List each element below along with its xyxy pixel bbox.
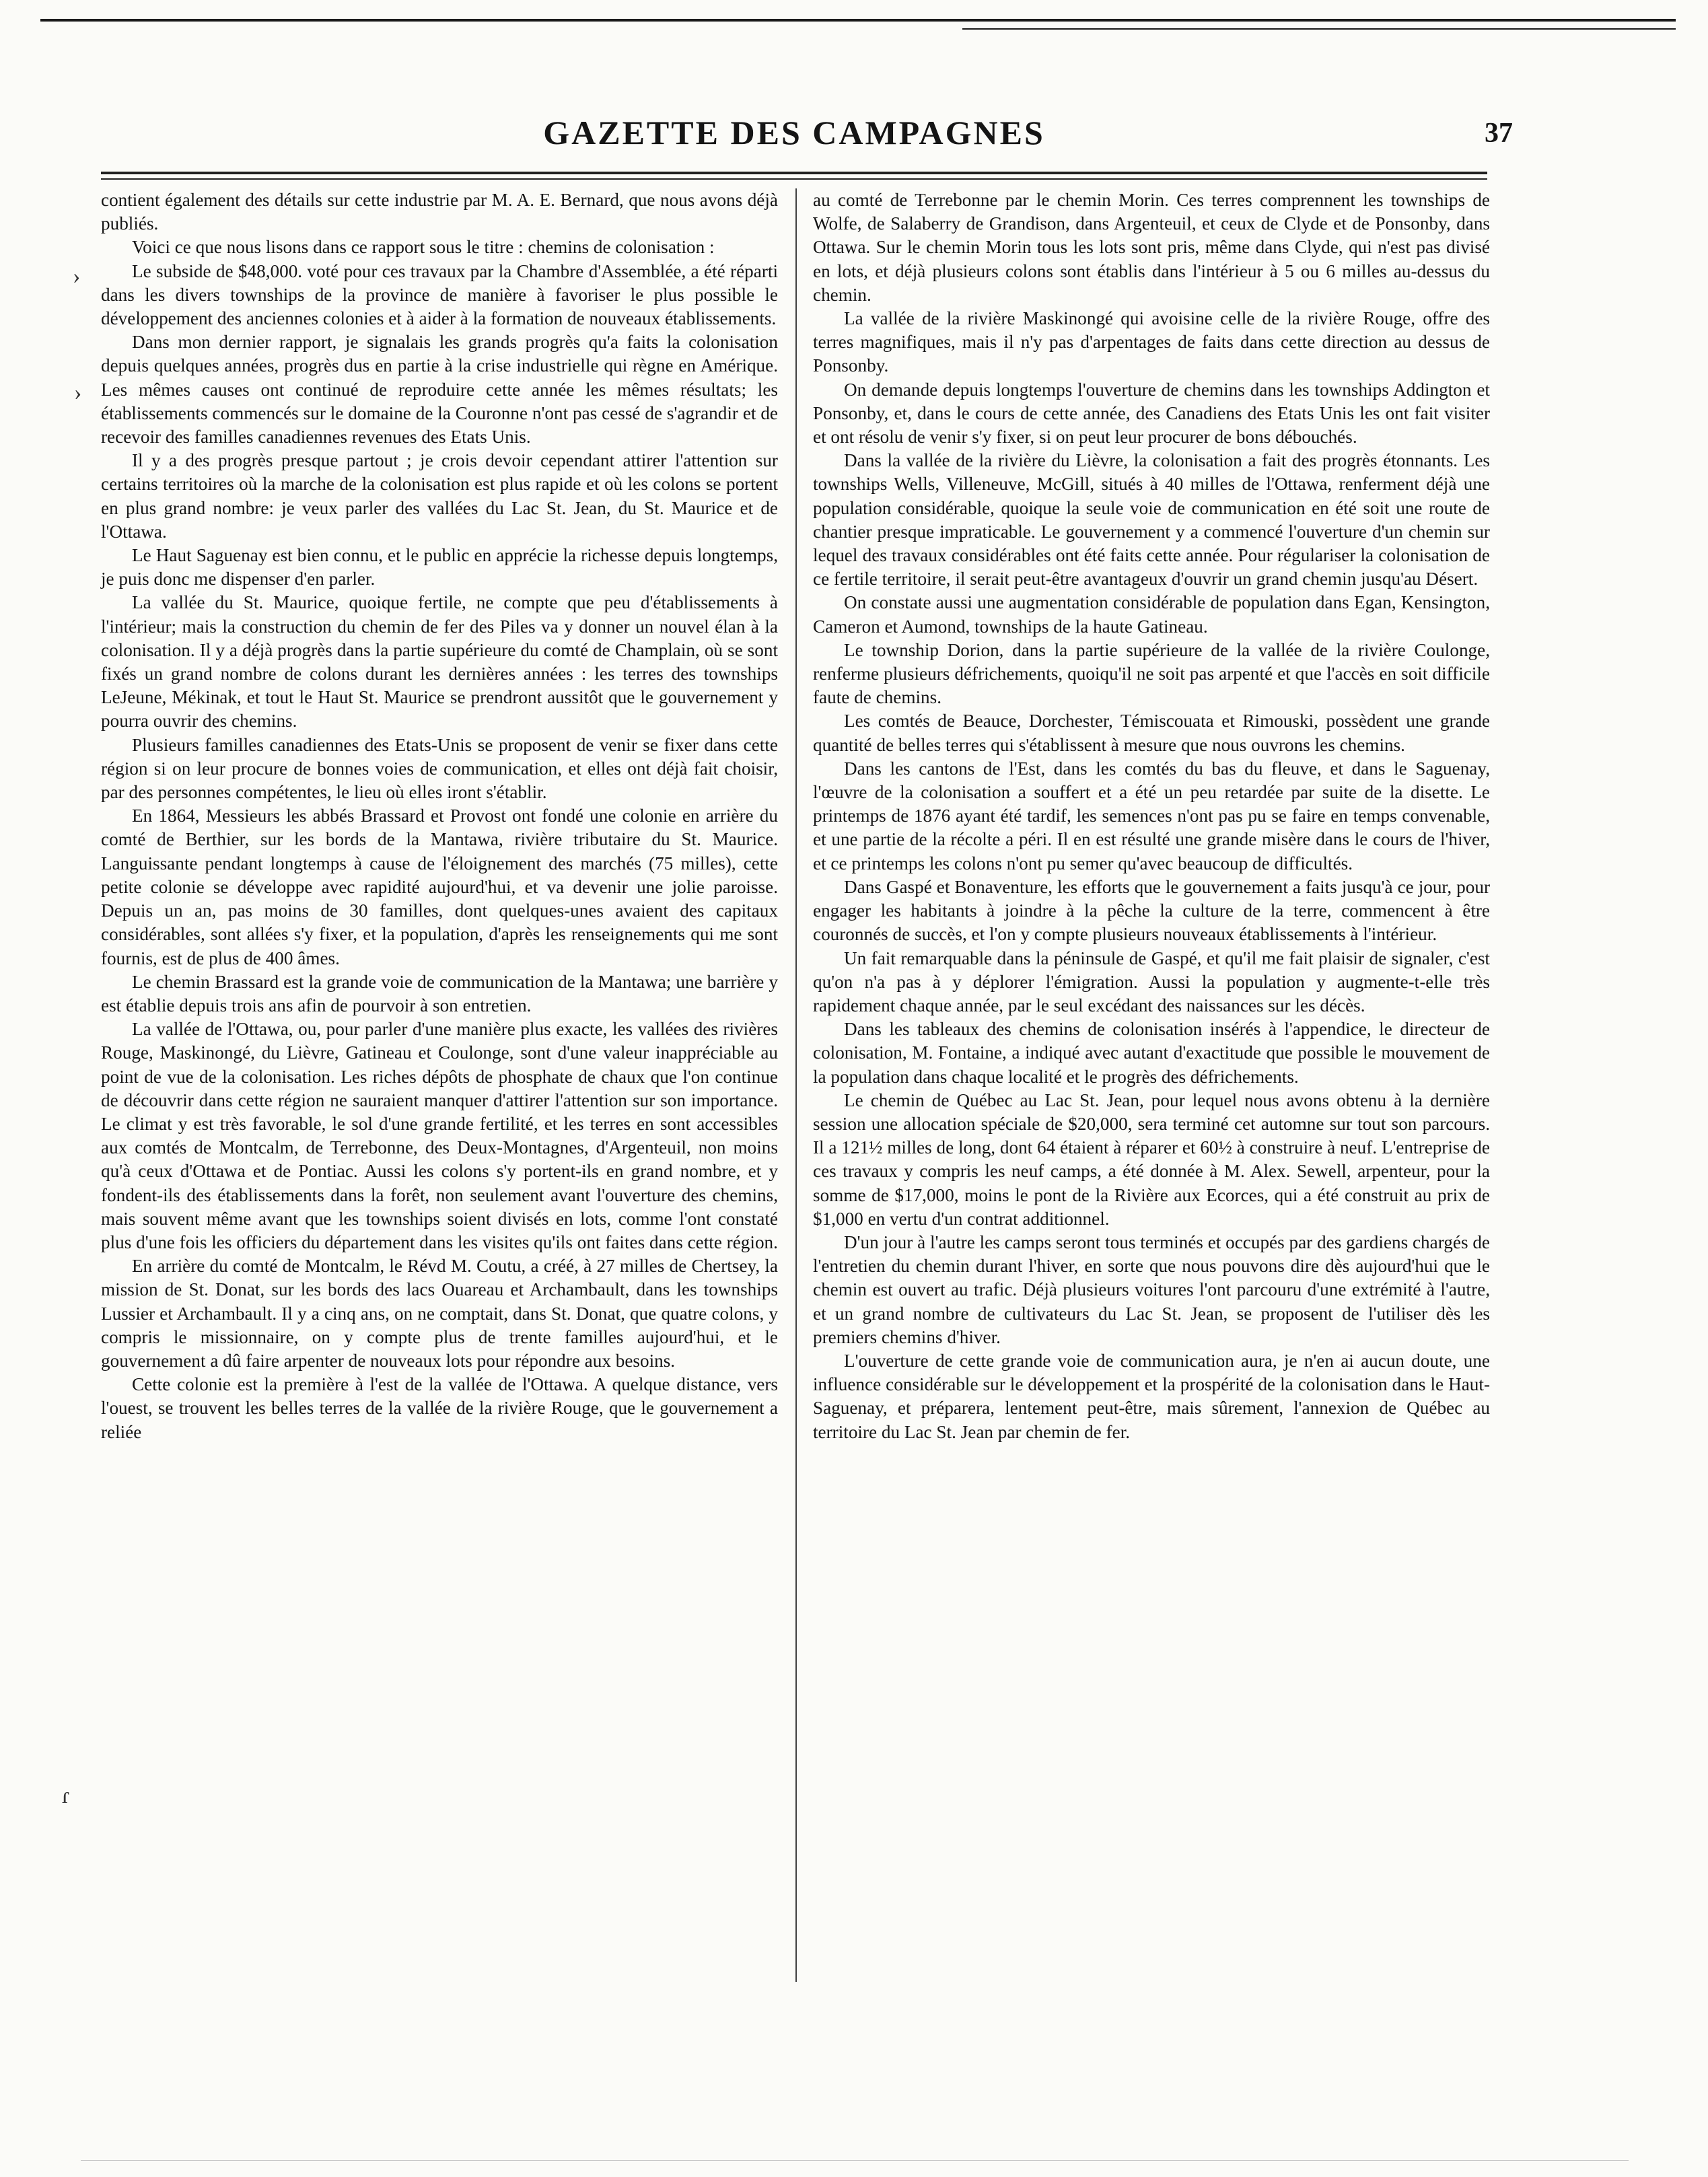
paragraph: Dans les cantons de l'Est, dans les comtés du bas du fleuve, et dans le Saguenay, l'œuvre de la colonisation a souffert et a été un peu retardée par suite de la disette. Le printemps de 1876 ayant été tardif, les semences n'ont pas pu se faire en temps convenable, et une partie de la récolte a péri. Il en est résulté une grande misère dans le cours de l'hiver, et ce printemps les colons n'ont pu semer qu'avec beaucoup de difficultés. bbox=[813, 758, 1490, 873]
paragraph: Cette colonie est la première à l'est de la vallée de l'Ottawa. A quelque distance, vers l'ouest, se trouvent les belles terres de la vallée de la rivière Rouge, que le gouvernement a reliée bbox=[101, 1374, 778, 1442]
paragraph: Dans les tableaux des chemins de colonisation insérés à l'appendice, le directeur de colonisation, M. Fontaine, a indiqué avec autant d'exactitude que possible le mouvement de la population dans chaque localité et le progrès des défrichements. bbox=[813, 1019, 1490, 1087]
paragraph: D'un jour à l'autre les camps seront tous terminés et occupés par des gardiens chargés de l'entretien du chemin durant l'hiver, en sorte que nous pouvons dire dès aujourd'hui que le chemin est ouvert au trafic. Déjà plusieurs voitures l'ont parcouru d'une extrémité à l'autre, et un grand nombre de cultivateurs du Lac St. Jean, se proposent de l'utiliser dès les premiers chemins d'hiver. bbox=[813, 1232, 1490, 1347]
margin-mark: › bbox=[73, 264, 81, 289]
paragraph: Le Haut Saguenay est bien connu, et le public en apprécie la richesse depuis longtemps, je puis donc me dispenser d'en parler. bbox=[101, 545, 778, 590]
header-rule-thin bbox=[101, 178, 1487, 180]
bottom-rule bbox=[81, 2160, 1629, 2161]
paragraph: Les comtés de Beauce, Dorchester, Témiscouata et Rimouski, possèdent une grande quantité de belles terres qui s'établissent à mesure que nous ouvrons les chemins. bbox=[813, 711, 1490, 755]
right-column bbox=[813, 188, 1490, 1444]
paragraph: Plusieurs familles canadiennes des Etats-Unis se proposent de venir se fixer dans cette région si on leur procure de bonnes voies de communication, et elles ont déjà fait choisir, par des personnes compétentes, le lieu où elles iront s'établir. bbox=[101, 734, 778, 803]
paragraph: Dans Gaspé et Bonaventure, les efforts que le gouvernement a faits jusqu'à ce jour, pour engager les habitants à joindre à la pêche la culture de la terre, commencent à être couronnés de succès, et l'on y compte plusieurs nouveaux établissements à l'intérieur. bbox=[813, 876, 1490, 945]
paragraph: La vallée de la rivière Maskinongé qui avoisine celle de la rivière Rouge, offre des terres magnifiques, mais il n'y pas d'arpentages de faits dans cette direction au dessus de Ponsonby. bbox=[813, 308, 1490, 376]
paragraph: Un fait remarquable dans la péninsule de Gaspé, et qu'il me fait plaisir de signaler, c'est qu'on n'a pas à y déplorer l'émigration. Aussi la population y augmente-t-elle très rapidement chaque année, par le seul excédant des naissances sur les décès. bbox=[813, 948, 1490, 1015]
running-title: GAZETTE DES CAMPAGNES bbox=[543, 114, 1045, 151]
paragraph: L'ouverture de cette grande voie de communication aura, je n'en ai aucun doute, une influence considérable sur le développement et la prospérité de la colonisation dans le Haut-Saguenay, et préparera, lentement peut-être, mais sûrement, l'annexion de Québec au territoire du Lac St. Jean par chemin de fer. bbox=[813, 1350, 1490, 1442]
paragraph: Le chemin de Québec au Lac St. Jean, pour lequel nous avons obtenu à la dernière session une allocation spéciale de $20,000, sera terminé cet automne sur tout son parcours. Il a 121½ milles de long, dont 64 étaient à réparer et 60½ à construire à neuf. L'entreprise de ces travaux y compris les neuf camps, a été donnée à M. Alex. Sewell, arpenteur, pour la somme de $17,000, moins le pont de la Rivière aux Ecorces, qui a été construit au prix de $1,000 en vertu d'un contrat additionnel. bbox=[813, 1090, 1490, 1229]
paragraph: Voici ce que nous lisons dans ce rapport sous le titre : chemins de colonisation : bbox=[132, 237, 715, 258]
paragraph: La vallée de l'Ottawa, ou, pour parler d'une manière plus exacte, les vallées des rivières Rouge, Maskinongé, du Lièvre, Gatineau et Coulonge, sont d'une valeur inappréciable au point de vue de la colonisation. Les riches dépôts de phosphate de chaux que l'on continue de découvrir dans cette région ne sauraient manquer d'attirer l'attention sur son importance. Le climat y est très favorable, le sol d'une grande fertilité, et les terres en sont accessibles aux comtés de Montcalm, de Terrebonne, des Deux-Montagnes, d'Argenteuil, non moins qu'à ceux d'Ottawa et de Pontiac. Aussi les colons s'y portent-ils en grand nombre, et y fondent-ils des établissements dans la forêt, non seulement avant l'ouverture des chemins, mais souvent même avant que les townships soient divisés en lots, comme l'ont constaté plus d'une fois les officiers du département dans les visites qu'ils ont faites dans cette région. bbox=[101, 1019, 778, 1252]
paragraph: En arrière du comté de Montcalm, le Révd M. Coutu, a créé, à 27 milles de Chertsey, la mission de St. Donat, sur les bords des lacs Ouareau et Archambault, dans les townships Lussier et Archambault. Il y a cinq ans, on ne comptait, dans St. Donat, que quatre colons, y compris le missionnaire, on y compte plus de trente familles aujourd'hui, et le gouvernement a dû faire arpenter de nouveaux lots pour répondre aux besoins. bbox=[101, 1256, 778, 1371]
paragraph: au comté de Terrebonne par le chemin Morin. Ces terres comprennent les townships de Wolfe, de Salaberry de Grandison, dans Argenteuil, et ceux de Clyde et de Ponsonby, dans Ottawa. Sur le chemin Morin tous les lots sont pris, même dans Clyde, qui n'est pas divisé en lots, et déjà plusieurs colons sont établis dans l'intérieur à 5 ou 6 milles au-dessus du chemin. bbox=[813, 190, 1490, 305]
paragraph: Dans mon dernier rapport, je signalais les grands progrès qu'a faits la colonisation depuis quelques années, progrès dus en partie à la crise industrielle qui règne en Amérique. Les mêmes causes ont continué de reproduire cette année les mêmes résultats; les établissements commencés sur le domaine de la Couronne n'ont pas cessé de s'agrandir et de recevoir des familles canadiennes revenues des Etats Unis. bbox=[101, 332, 778, 448]
paragraph: En 1864, Messieurs les abbés Brassard et Provost ont fondé une colonie en arrière du comté de Berthier, sur les bords de la Mantawa, rivière tributaire du St. Maurice. Languissante pendant longtemps à cause de l'éloignement des marchés (75 milles), cette petite colonie se développe avec rapidité aujourd'hui, et va devenir une jolie paroisse. Depuis un an, pas moins de 30 familles, dont quelques-unes avaient des capitaux considérables, sont allées s'y fixer, et la population, d'après les renseignements qui me sont fournis, est de plus de 400 âmes. bbox=[101, 806, 778, 968]
header-rule bbox=[101, 172, 1487, 174]
paragraph: La vallée du St. Maurice, quoique fertile, ne compte que peu d'établissements à l'intérieur; mais la construction du chemin de fer des Piles va y donner un nouvel élan à la colonisation. Il y a déjà progrès dans la partie supérieure du comté de Champlain, où se sont fixés un grand nombre de colons durant les dernières années : les terres des townships LeJeune, Mékinak, et tout le Haut St. Maurice se prendront aussitôt que le gouvernement y pourra ouvrir des chemins. bbox=[101, 592, 778, 731]
paragraph: Il y a des progrès presque partout ; je crois devoir cependant attirer l'attention sur certains territoires où la marche de la colonisation est plus rapide et où les colons se portent en plus grand nombre: je veux parler des vallées du Lac St. Jean, du St. Maurice et de l'Ottawa. bbox=[101, 450, 778, 542]
page-header bbox=[101, 113, 1513, 167]
column-divider bbox=[795, 188, 797, 1982]
margin-mark: › bbox=[74, 380, 82, 405]
paragraph: On demande depuis longtemps l'ouverture de chemins dans les townships Addington et Ponsonby, et, dans le cours de cette année, des Canadiens des Etats Unis les ont fait visiter et ont résolu de venir s'y fixer, si on peut leur procurer de bons débouchés. bbox=[813, 379, 1490, 448]
left-column bbox=[101, 188, 778, 1444]
paragraph: Le subside de $48,000. voté pour ces travaux par la Chambre d'Assemblée, a été réparti dans les divers townships de la province de manière à favoriser le plus possible le développement des anciennes colonies et à aider à la formation de nouveaux établissements. bbox=[101, 260, 778, 329]
paragraph: Le township Dorion, dans la partie supérieure de la vallée de la rivière Coulonge, renferme plusieurs défrichements, quoiqu'il ne soit pas arpenté et que l'accès en soit difficile faute de chemins. bbox=[813, 639, 1490, 708]
paragraph: Dans la vallée de la rivière du Lièvre, la colonisation a fait des progrès étonnants. Les townships Wells, Villeneuve, McGill, situés à 40 milles de l'Ottawa, renferment déjà une population considérable, quoique la seule voie de communication en été soit une route de chantier presque impraticable. Le gouvernement y a commencé l'ouverture d'un chemin sur lequel des travaux considérables ont été faits cette année. Pour régulariser la colonisation de ce fertile territoire, il serait peut-être avantageux d'ouvrir un grand chemin jusqu'au Désert. bbox=[813, 450, 1490, 590]
top-rule-secondary bbox=[962, 28, 1676, 30]
page-number: 37 bbox=[1485, 118, 1513, 149]
top-rule bbox=[40, 19, 1676, 22]
paragraph: contient également des détails sur cette industrie par M. A. E. Bernard, que nous avons déjà publiés. bbox=[101, 190, 778, 234]
paragraph: On constate aussi une augmentation considérable de population dans Egan, Kensington, Cameron et Aumond, townships de la haute Gatineau. bbox=[813, 592, 1490, 637]
margin-mark: ɾ bbox=[62, 1783, 70, 1808]
paragraph: Le chemin Brassard est la grande voie de communication de la Mantawa; une barrière y est établie depuis trois ans afin de pourvoir à son entretien. bbox=[101, 971, 778, 1015]
